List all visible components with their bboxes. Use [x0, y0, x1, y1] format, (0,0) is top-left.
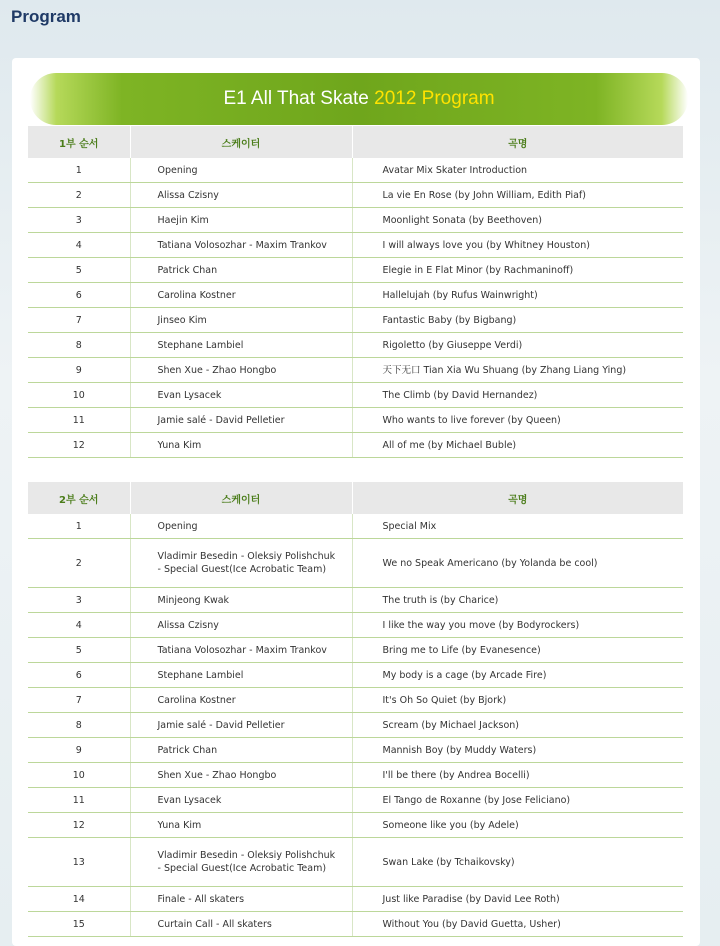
song-title: It's Oh So Quiet (by Bjork) — [352, 688, 683, 713]
order-number: 1 — [28, 158, 130, 183]
skater-name-line: Shen Xue - Zhao Hongbo — [157, 364, 277, 376]
skater-name — [130, 233, 352, 258]
skater-name — [130, 358, 352, 383]
banner-year: 2012 Program — [374, 88, 495, 109]
order-number: 8 — [28, 333, 130, 358]
banner-title: E1 All That Skate — [223, 88, 369, 109]
song-title: La vie En Rose (by John William, Edith Piaf) — [352, 183, 683, 208]
skater-name-line: Alissa Czisny — [157, 619, 219, 631]
order-number: 10 — [28, 383, 130, 408]
skater-name-line: Evan Lysacek — [157, 389, 222, 401]
order-number: 5 — [28, 258, 130, 283]
order-number: 6 — [28, 663, 130, 688]
skater-name — [130, 433, 352, 458]
part2-program-table — [28, 482, 683, 937]
order-number: 11 — [28, 408, 130, 433]
song-title: I'll be there (by Andrea Bocelli) — [352, 763, 683, 788]
skater-name-line: Jamie salé - David Pelletier — [157, 719, 285, 731]
order-number: 12 — [28, 433, 130, 458]
order-number: 7 — [28, 308, 130, 333]
skater-name-line: Jinseo Kim — [157, 314, 207, 326]
table-header-row — [28, 482, 683, 514]
skater-name-line: Opening — [157, 520, 198, 532]
order-number: 10 — [28, 763, 130, 788]
skater-name — [130, 763, 352, 788]
skater-name-line: Tatiana Volosozhar - Maxim Trankov — [157, 644, 327, 656]
order-number: 7 — [28, 688, 130, 713]
skater-name — [130, 408, 352, 433]
song-title: My body is a cage (by Arcade Fire) — [352, 663, 683, 688]
table-row — [28, 738, 683, 763]
skater-name-line: Opening — [157, 164, 198, 176]
skater-name-line-2: - Special Guest(Ice Acrobatic Team) — [157, 863, 327, 874]
song-title: I like the way you move (by Bodyrockers) — [352, 613, 683, 638]
skater-name-line: Finale - All skaters — [157, 893, 245, 905]
skater-name — [130, 613, 352, 638]
table-row — [28, 433, 683, 458]
skater-name-line: Vladimir Besedin - Oleksiy Polishchuk — [157, 551, 336, 562]
song-title: Scream (by Michael Jackson) — [352, 713, 683, 738]
order-number: 9 — [28, 738, 130, 763]
table-row — [28, 208, 683, 233]
table-row — [28, 588, 683, 613]
column-header-skater: 스케이터 — [130, 126, 352, 158]
song-title: Fantastic Baby (by Bigbang) — [352, 308, 683, 333]
table-header-row — [28, 126, 683, 158]
song-title: The truth is (by Charice) — [352, 588, 683, 613]
song-title: All of me (by Michael Buble) — [352, 433, 683, 458]
skater-name-line: Evan Lysacek — [157, 794, 222, 806]
skater-name — [130, 283, 352, 308]
column-header-order: 1부 순서 — [28, 126, 130, 158]
skater-name-line: Patrick Chan — [157, 744, 218, 756]
song-title: El Tango de Roxanne (by Jose Feliciano) — [352, 788, 683, 813]
order-number: 1 — [28, 514, 130, 539]
skater-name-line: Yuna Kim — [157, 819, 202, 831]
part2-rows — [28, 514, 683, 937]
skater-name — [130, 539, 352, 588]
table-row — [28, 638, 683, 663]
order-number: 14 — [28, 887, 130, 912]
table-row — [28, 713, 683, 738]
song-title: Someone like you (by Adele) — [352, 813, 683, 838]
table-row — [28, 258, 683, 283]
order-number: 6 — [28, 283, 130, 308]
song-title: Mannish Boy (by Muddy Waters) — [352, 738, 683, 763]
order-number: 2 — [28, 539, 130, 588]
skater-name — [130, 158, 352, 183]
skater-name-line: Alissa Czisny — [157, 189, 219, 201]
order-number: 15 — [28, 912, 130, 937]
table-row — [28, 183, 683, 208]
skater-name — [130, 588, 352, 613]
skater-name-line: Minjeong Kwak — [157, 594, 230, 606]
skater-name-line: Curtain Call - All skaters — [157, 918, 272, 930]
part1-rows — [28, 158, 683, 458]
table-row — [28, 514, 683, 539]
order-number: 3 — [28, 588, 130, 613]
song-title: We no Speak Americano (by Yolanda be cool) — [352, 539, 683, 588]
skater-name — [130, 887, 352, 912]
order-number: 3 — [28, 208, 130, 233]
table-row — [28, 283, 683, 308]
song-title: The Climb (by David Hernandez) — [352, 383, 683, 408]
order-number: 12 — [28, 813, 130, 838]
skater-name — [130, 713, 352, 738]
page-title: Program — [11, 7, 81, 26]
skater-name — [130, 308, 352, 333]
song-title: Rigoletto (by Giuseppe Verdi) — [352, 333, 683, 358]
skater-name — [130, 383, 352, 408]
skater-name-line: Carolina Kostner — [157, 694, 236, 706]
skater-name-line: Yuna Kim — [157, 439, 202, 451]
skater-name-line: Stephane Lambiel — [157, 339, 244, 351]
order-number: 4 — [28, 613, 130, 638]
song-title: Without You (by David Guetta, Usher) — [352, 912, 683, 937]
skater-name-line: Shen Xue - Zhao Hongbo — [157, 769, 277, 781]
table-row — [28, 358, 683, 383]
table-row — [28, 838, 683, 887]
skater-name — [130, 258, 352, 283]
song-title: Who wants to live forever (by Queen) — [352, 408, 683, 433]
table-row — [28, 788, 683, 813]
skater-name-line: Stephane Lambiel — [157, 669, 244, 681]
skater-name — [130, 208, 352, 233]
table-row — [28, 308, 683, 333]
song-title: I will always love you (by Whitney Houston) — [352, 233, 683, 258]
column-header-order: 2부 순서 — [28, 482, 130, 514]
song-title: Swan Lake (by Tchaikovsky) — [352, 838, 683, 887]
table-row — [28, 408, 683, 433]
skater-name — [130, 738, 352, 763]
part1-program-table — [28, 126, 683, 458]
skater-name — [130, 838, 352, 887]
column-header-song: 곡명 — [352, 482, 683, 514]
column-header-song: 곡명 — [352, 126, 683, 158]
order-number: 5 — [28, 638, 130, 663]
skater-name-line: Jamie salé - David Pelletier — [157, 414, 285, 426]
skater-name-line: Haejin Kim — [157, 214, 209, 226]
skater-name — [130, 514, 352, 539]
song-title: Special Mix — [352, 514, 683, 539]
table-row — [28, 613, 683, 638]
skater-name — [130, 813, 352, 838]
table-row — [28, 663, 683, 688]
program-banner — [30, 73, 688, 125]
table-row — [28, 383, 683, 408]
song-title: Hallelujah (by Rufus Wainwright) — [352, 283, 683, 308]
table-row — [28, 688, 683, 713]
table-row — [28, 813, 683, 838]
order-number: 8 — [28, 713, 130, 738]
order-number: 11 — [28, 788, 130, 813]
song-title: Just like Paradise (by David Lee Roth) — [352, 887, 683, 912]
song-title: 天下无口 Tian Xia Wu Shuang (by Zhang Liang Ying) — [352, 358, 683, 383]
order-number: 4 — [28, 233, 130, 258]
skater-name — [130, 912, 352, 937]
table-row — [28, 887, 683, 912]
skater-name — [130, 688, 352, 713]
skater-name-line: Patrick Chan — [157, 264, 218, 276]
skater-name-line-2: - Special Guest(Ice Acrobatic Team) — [157, 564, 327, 575]
table-row — [28, 539, 683, 588]
skater-name — [130, 183, 352, 208]
skater-name-line: Carolina Kostner — [157, 289, 236, 301]
song-title: Elegie in E Flat Minor (by Rachmaninoff) — [352, 258, 683, 283]
skater-name — [130, 663, 352, 688]
table-row — [28, 158, 683, 183]
skater-name-line: Vladimir Besedin - Oleksiy Polishchuk — [157, 850, 336, 861]
table-row — [28, 763, 683, 788]
column-header-skater: 스케이터 — [130, 482, 352, 514]
program-panel — [12, 58, 700, 946]
table-row — [28, 333, 683, 358]
order-number: 9 — [28, 358, 130, 383]
song-title: Moonlight Sonata (by Beethoven) — [352, 208, 683, 233]
table-row — [28, 912, 683, 937]
table-row — [28, 233, 683, 258]
skater-name — [130, 788, 352, 813]
skater-name-line: Tatiana Volosozhar - Maxim Trankov — [157, 239, 327, 251]
skater-name — [130, 333, 352, 358]
order-number: 2 — [28, 183, 130, 208]
song-title: Bring me to Life (by Evanesence) — [352, 638, 683, 663]
song-title: Avatar Mix Skater Introduction — [352, 158, 683, 183]
skater-name — [130, 638, 352, 663]
order-number: 13 — [28, 838, 130, 887]
